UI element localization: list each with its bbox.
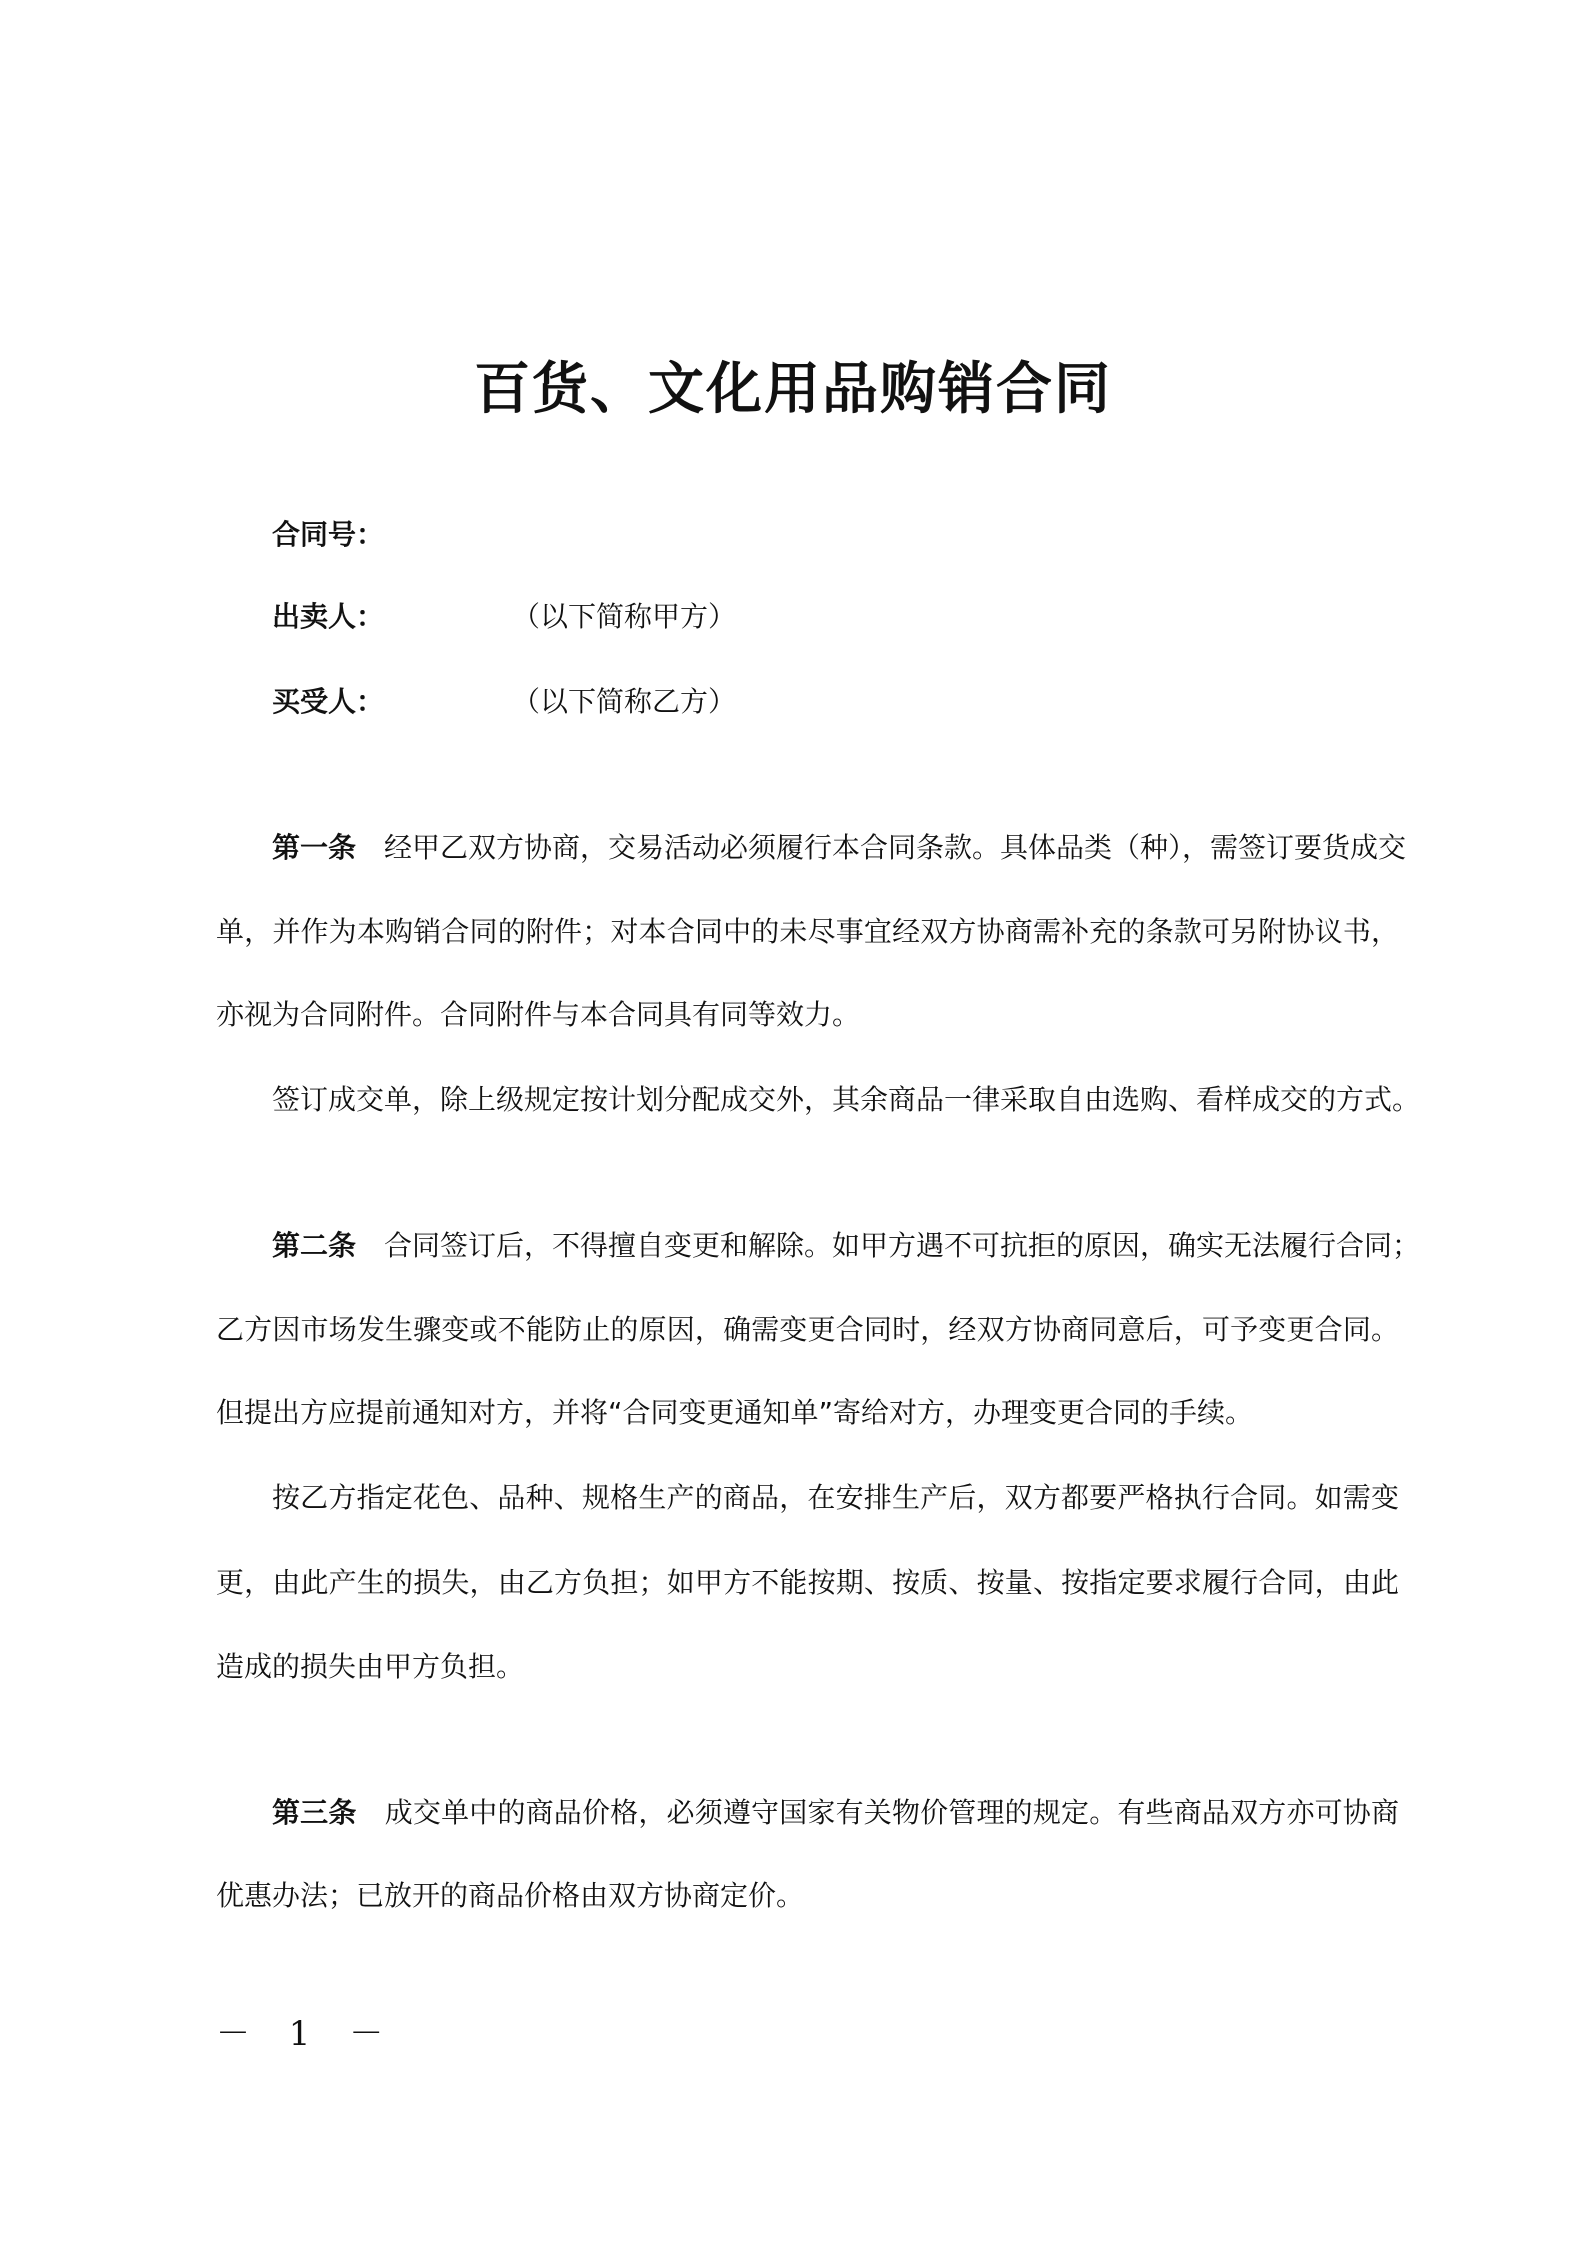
page-number: － 1 － [216, 2014, 398, 2054]
article-2-line: 乙方因市场发生骤变或不能防止的原因，确需变更合同时，经双方协商同意后，可予变更合同。 [216, 1313, 1399, 1346]
article-2-line: 按乙方指定花色、品种、规格生产的商品，在安排生产后，双方都要严格执行合同。如需变 [272, 1481, 1399, 1514]
seller-label: 出卖人： [272, 600, 385, 633]
seller-note: （以下简称甲方） [512, 600, 737, 633]
buyer-note: （以下简称乙方） [512, 685, 737, 718]
buyer-label: 买受人： [272, 685, 385, 718]
article-2-line: 第二条 合同签订后，不得擅自变更和解除。如甲方遇不可抗拒的原因，确实无法履行合同； [272, 1229, 1421, 1262]
article-2-line: 造成的损失由甲方负担。 [216, 1650, 525, 1683]
article-1-line: 签订成交单，除上级规定按计划分配成交外，其余商品一律采取自由选购、看样成交的方式。 [272, 1083, 1421, 1116]
article-2-line: 更，由此产生的损失，由乙方负担；如甲方不能按期、按质、按量、按指定要求履行合同，由此 [216, 1566, 1399, 1599]
article-1-line: 亦视为合同附件。合同附件与本合同具有同等效力。 [216, 998, 861, 1031]
article-3-line: 优惠办法；已放开的商品价格由双方协商定价。 [216, 1879, 805, 1912]
article-1-line: 第一条 经甲乙双方协商，交易活动必须履行本合同条款。具体品类（种），需签订要货成交 [272, 831, 1407, 864]
article-1-line: 单，并作为本购销合同的附件；对本合同中的未尽事宜经双方协商需补充的条款可另附协议书， [216, 915, 1399, 948]
article-3-heading: 第三条 [272, 1796, 357, 1829]
contract-number-label: 合同号： [272, 518, 385, 551]
document-title: 百货、文化用品购销合同 [474, 357, 1112, 422]
article-1-heading: 第一条 [272, 831, 357, 864]
article-2-line: 但提出方应提前通知对方，并将“合同变更通知单”寄给对方，办理变更合同的手续。 [216, 1396, 1254, 1429]
article-2-heading: 第二条 [272, 1229, 357, 1262]
article-3-line: 第三条 成交单中的商品价格，必须遵守国家有关物价管理的规定。有些商品双方亦可协商 [272, 1796, 1399, 1829]
